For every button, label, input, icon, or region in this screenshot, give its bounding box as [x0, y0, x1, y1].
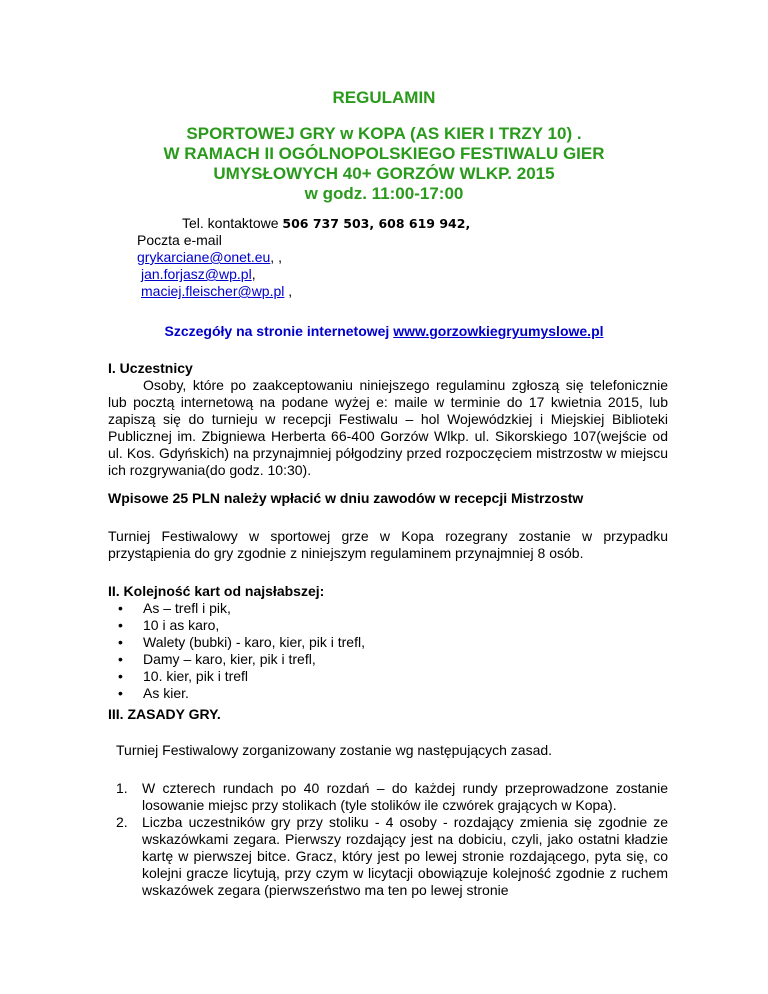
email-line: [137, 283, 470, 300]
bullet-icon: •: [118, 685, 123, 701]
subtitle-line: W RAMACH II OGÓLNOPOLSKIEGO FESTIWALU GIER: [163, 144, 605, 163]
contact-block: [137, 215, 470, 300]
list-item: • As – trefl i pik,: [118, 600, 231, 616]
list-item: • 10 i as karo,: [118, 617, 220, 633]
section-heading: I. Uczestnicy: [108, 360, 193, 376]
email-suffix: , ,: [270, 249, 282, 265]
rule-text: Liczba uczestników gry przy stoliku - 4 osoby - rozdający zmienia się zgodnie ze wskazówkami zegara. Pierwszy rozdający jest na dobiciu, czyli, jako ostatni kładzie kartę w pierwszej bitce. Gracz, który jest po lewej stronie rozdającego, pyta się, co kolejni gracze licytują, przy czym w licytacji obowiązuje kolejność zgodnie z ruchem wskazówek zegara (pierwszeństwo ma ten po lewej stronie: [142, 814, 668, 898]
section-participants: [108, 360, 668, 479]
list-item: • Walety (bubki) - karo, kier, pik i trefl,: [118, 634, 365, 650]
phone-numbers: 506 737 503, 608 619 942,: [282, 216, 471, 231]
bullet-icon: •: [118, 634, 123, 650]
section-card-order: [108, 583, 668, 702]
section-heading: II. Kolejność kart od najsłabszej:: [108, 583, 325, 599]
subtitle-line: w godz. 11:00-17:00: [304, 184, 464, 203]
document-subtitle: [0, 124, 768, 204]
email-suffix: ,: [251, 266, 256, 282]
subtitle-line: UMYSŁOWYCH 40+ GORZÓW WLKP. 2015: [213, 164, 555, 183]
website-link[interactable]: www.gorzowkiegryumyslowe.pl: [393, 323, 604, 339]
details-line: [0, 323, 768, 339]
entry-fee: Wpisowe 25 PLN należy wpłacić w dniu zawodów w recepcji Mistrzostw: [108, 490, 584, 506]
rule-number: 2.: [116, 814, 128, 830]
email-suffix: ,: [284, 283, 293, 299]
rules-intro: Turniej Festiwalowy zorganizowany zostanie wg następujących zasad.: [116, 742, 553, 758]
rule-item: [116, 780, 668, 814]
details-text: Szczegóły na stronie internetowej: [164, 323, 390, 339]
bullet-icon: •: [118, 600, 123, 616]
email-link[interactable]: jan.forjasz@wp.pl: [141, 266, 252, 282]
bullet-icon: •: [118, 651, 123, 667]
email-line: [137, 249, 470, 266]
bullet-icon: •: [118, 617, 123, 633]
tournament-paragraph: Turniej Festiwalowy w sportowej grze w Kopa rozegrany zostanie w przypadku przystąpienia do gry zgodnie z niniejszym regulaminem przynajmniej 8 osób.: [108, 528, 668, 561]
section-heading-rules: III. ZASADY GRY.: [108, 706, 221, 722]
rule-item: [116, 814, 668, 899]
document-title: REGULAMIN: [332, 88, 436, 107]
bullet-icon: •: [118, 668, 123, 684]
email-link[interactable]: grykarciane@onet.eu: [137, 249, 271, 265]
card-order-list: [108, 600, 668, 702]
participants-paragraph: Osoby, które po zaakceptowaniu niniejszego regulaminu zgłoszą się telefonicznie lub pocztą internetową na podane wyżej e: maile w terminie do 17 kwietnia 2015, lub zapiszą się do turnieju w recepcji Festiwalu – hol Wojewódzkiej i Miejskiej Biblioteki Publicznej im. Zbigniewa Herberta 66-400 Gorzów Wlkp. ul. Sikorskiego 107(wejście od ul. Kos. Gdyńskich) na przynajmniej półgodziny przed rozpoczęciem mistrzostw w miejscu ich rozgrywania(do godz. 10:30).: [108, 377, 668, 478]
subtitle-line: SPORTOWEJ GRY w KOPA (AS KIER I TRZY 10) .: [186, 124, 582, 143]
list-item: • As kier.: [118, 685, 189, 701]
phone-line: [137, 215, 470, 232]
email-line: [137, 266, 470, 283]
list-item: • Damy – karo, kier, pik i trefl,: [118, 651, 316, 667]
email-label: Poczta e-mail: [137, 232, 222, 248]
rule-text: W czterech rundach po 40 rozdań – do każdej rundy przeprowadzone zostanie losowanie miejsc przy stolikach (tyle stolików ile czwórek grających w Kopa).: [142, 780, 668, 813]
rule-number: 1.: [116, 780, 128, 796]
rules-list: [116, 780, 668, 899]
phone-label: Tel. kontaktowe: [182, 215, 279, 231]
list-item: • 10. kier, pik i trefl: [118, 668, 249, 684]
rules-list-block: [116, 780, 668, 899]
email-link[interactable]: maciej.fleischer@wp.pl: [141, 283, 285, 299]
